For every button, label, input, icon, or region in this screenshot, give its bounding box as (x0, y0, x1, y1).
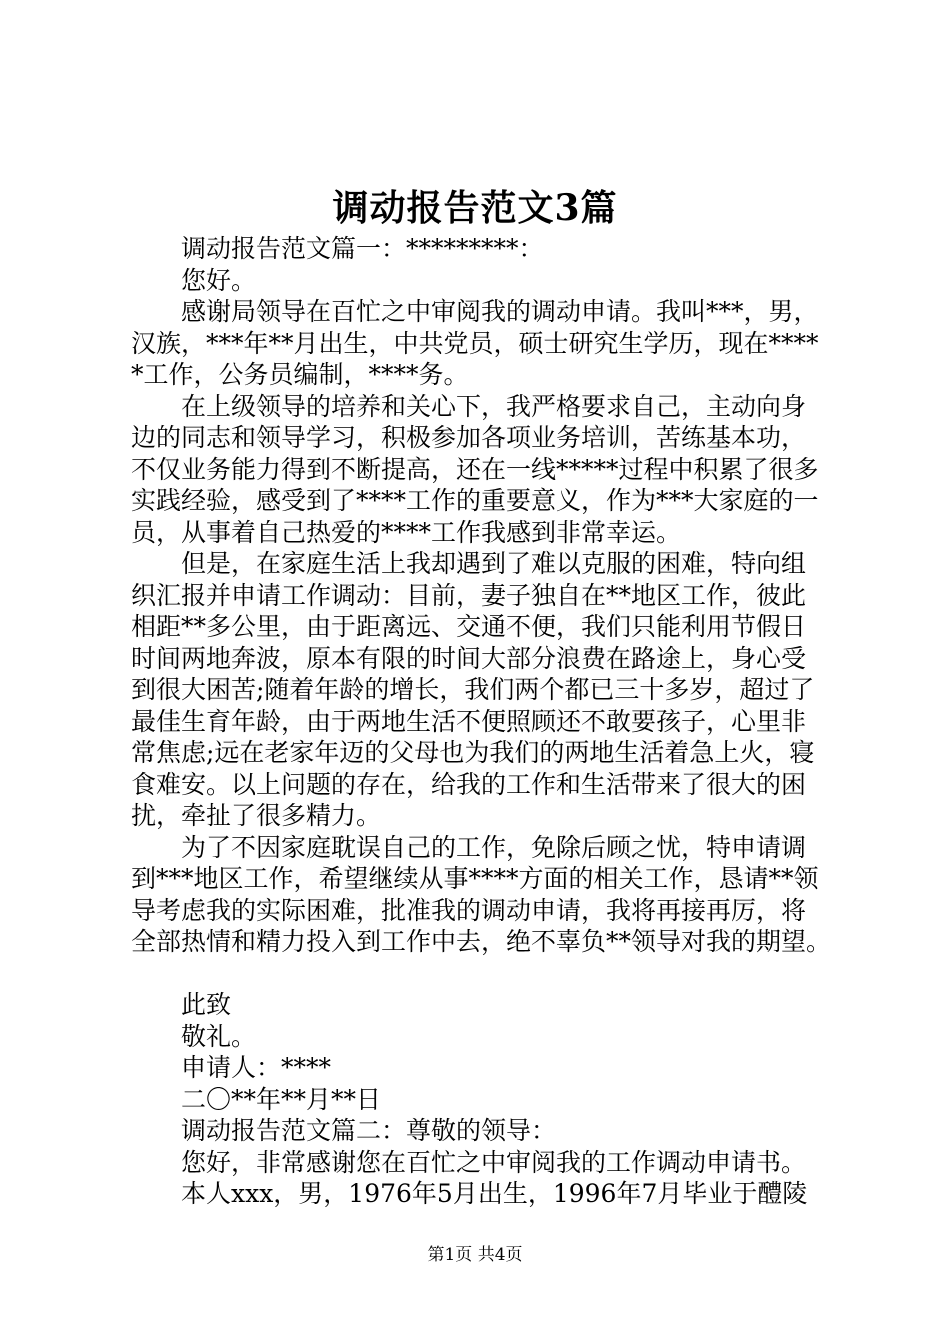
text-line: 本人xxx，男，1976年5月出生，1996年7月毕业于醴陵 (181, 1179, 808, 1208)
page-number: 第1页 共4页 (427, 1245, 523, 1265)
document-title: 调动报告范文3篇 (332, 187, 618, 229)
text-line: 实践经验，感受到了****工作的重要意义，作为***大家庭的一 (131, 486, 819, 515)
text-line: 此致 (181, 990, 232, 1019)
text-line: 您好。 (181, 265, 257, 295)
text-line: 但是，在家庭生活上我却遇到了难以克服的困难，特向组 (181, 549, 807, 578)
document-body (131, 233, 831, 1210)
text-line: 不仅业务能力得到不断提高，还在一线*****过程中积累了很多 (131, 454, 819, 484)
text-line: 织汇报并申请工作调动：目前，妻子独自在**地区工作，彼此 (131, 580, 807, 610)
text-line: 汉族，***年**月出生，中共党员，硕士研究生学历，现在**** (131, 328, 819, 358)
text-line: 扰，牵扯了很多精力。 (131, 801, 382, 830)
blank-line (131, 958, 831, 990)
text-line: 全部热情和精力投入到工作中去，绝不辜负**领导对我的期望。 (131, 927, 832, 956)
text-line: 您好，非常感谢您在百忙之中审阅我的工作调动申请书。 (181, 1147, 807, 1177)
text-line: 调动报告范文篇一：*********： (181, 234, 544, 263)
text-line: 在上级领导的培养和关心下，我严格要求自己，主动向身 (181, 391, 807, 421)
text-line: 最佳生育年龄，由于两地生活不便照顾还不敢要孩子，心里非 (131, 706, 807, 736)
text-line: 二〇**年**月**日 (181, 1084, 382, 1114)
text-line: 相距**多公里，由于距离远、交通不便，我们只能利用节假日 (131, 612, 807, 641)
text-line: 员，从事着自己热爱的****工作我感到非常幸运。 (131, 517, 682, 547)
text-line: 申请人：**** (181, 1053, 332, 1082)
text-line: 时间两地奔波，原本有限的时间大部分浪费在路途上，身心受 (131, 643, 807, 673)
text-line: 敬礼。 (181, 1021, 257, 1051)
text-line: 到***地区工作，希望继续从事****方面的相关工作，恳请**领 (131, 864, 819, 893)
text-line: 边的同志和领导学习，积极参加各项业务培训，苦练基本功， (131, 423, 807, 452)
text-line: 导考虑我的实际困难，批准我的调动申请，我将再接再厉，将 (131, 895, 807, 925)
text-line: 为了不因家庭耽误自己的工作，免除后顾之忧，特申请调 (181, 832, 807, 862)
text-line: 常焦虑;远在老家年迈的父母也为我们的两地生活着急上火，寝 (131, 738, 815, 767)
text-line: 感谢局领导在百忙之中审阅我的调动申请。我叫***，男， (181, 297, 819, 326)
text-line: 到很大困苦;随着年龄的增长，我们两个都已三十多岁，超过了 (131, 675, 815, 704)
text-line: 调动报告范文篇二：尊敬的领导： (181, 1116, 557, 1145)
text-line: 食难安。以上问题的存在，给我的工作和生活带来了很大的困 (131, 769, 807, 799)
text-line: *工作，公务员编制，****务。 (131, 360, 469, 389)
